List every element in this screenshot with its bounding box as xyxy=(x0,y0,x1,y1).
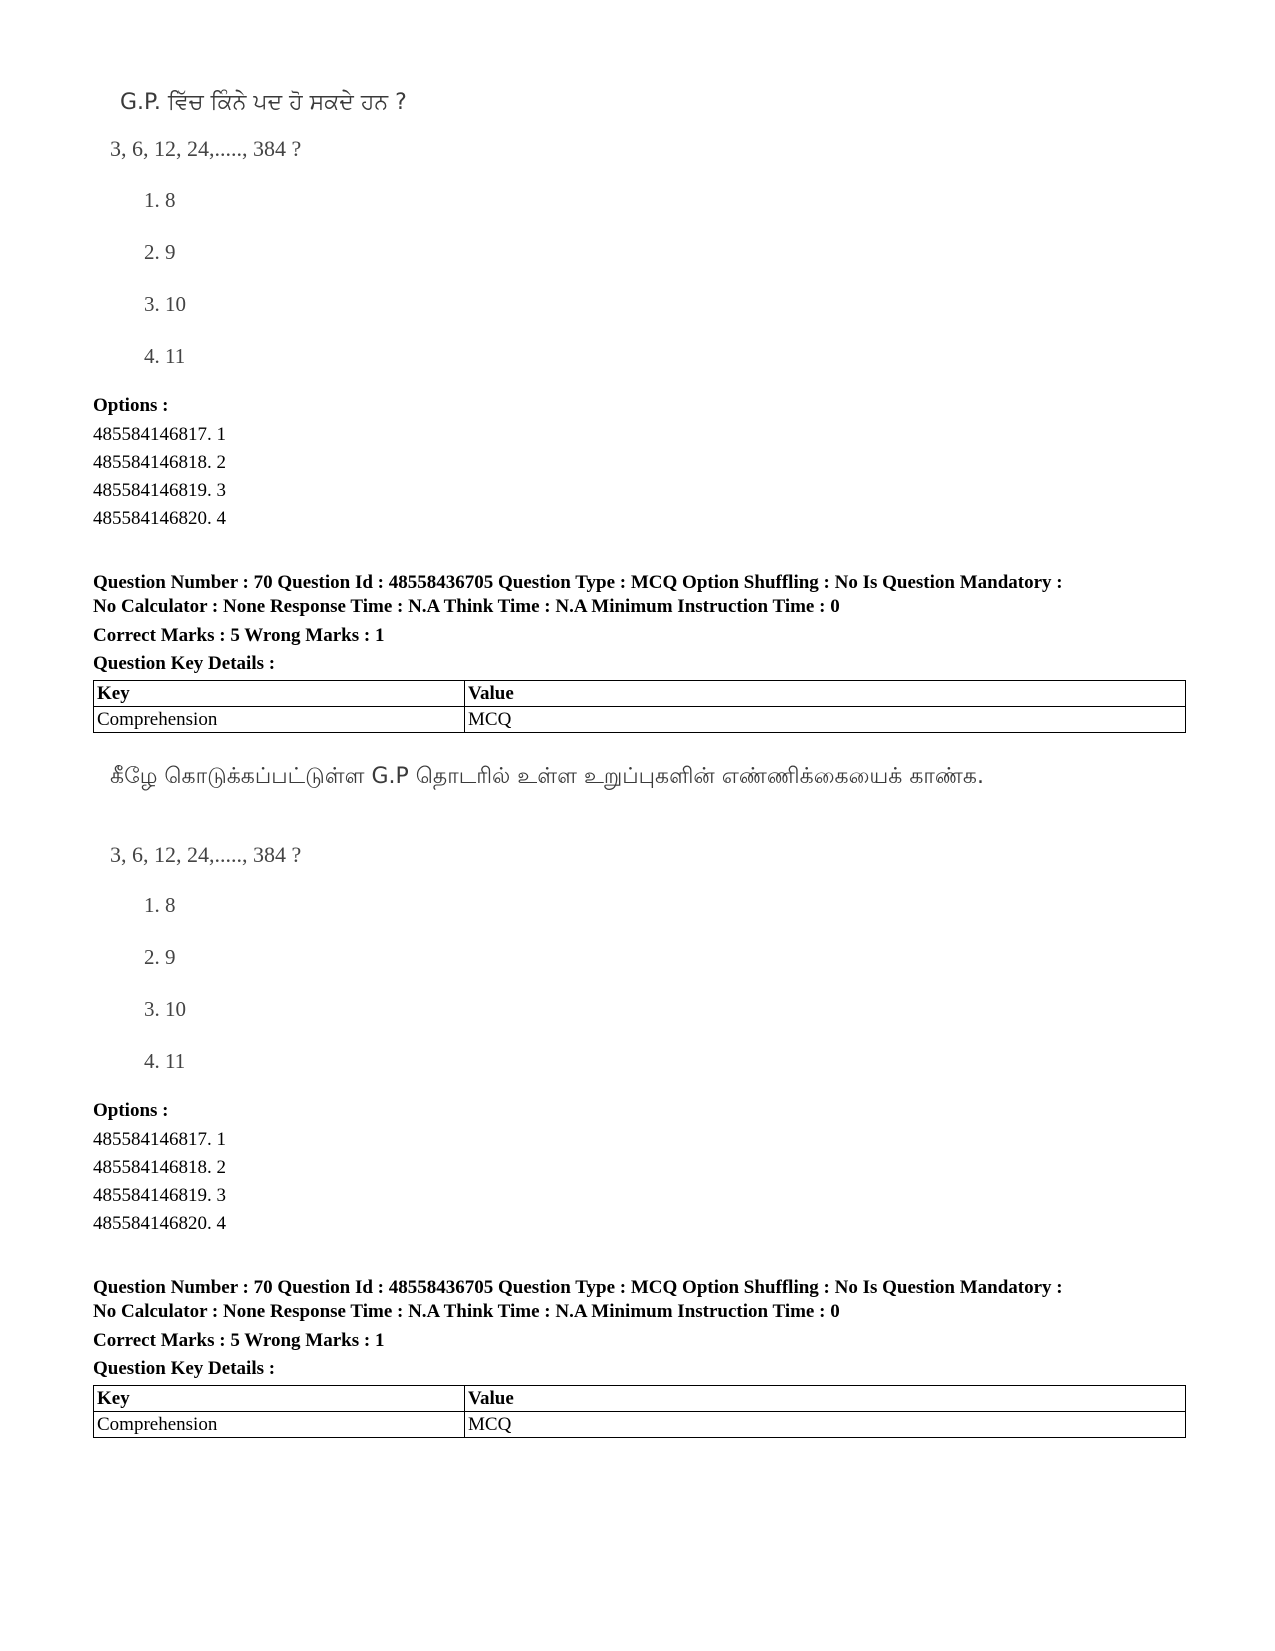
table-header-key: Key xyxy=(94,1386,465,1412)
series-text: 3, 6, 12, 24,....., 384 ? xyxy=(110,136,302,161)
question-meta xyxy=(93,571,1193,676)
question-image-tamil xyxy=(110,760,1110,794)
table-row xyxy=(94,707,1186,733)
option-line: 485584146817. 1 xyxy=(93,424,226,445)
options-label: Options : xyxy=(93,395,169,416)
option-line: 485584146819. 3 xyxy=(93,1185,226,1206)
choices-list xyxy=(110,893,1160,1093)
option-line: 485584146819. 3 xyxy=(93,480,226,501)
table-header-value: Value xyxy=(465,681,1186,707)
options-label: Options : xyxy=(93,1100,169,1121)
meta-line-2: No Calculator : None Response Time : N.A Think Time : N.A Minimum Instruction Time : 0 xyxy=(93,1301,840,1322)
options-section xyxy=(93,1099,1193,1238)
table-header-key: Key xyxy=(94,681,465,707)
key-details-table xyxy=(93,1385,1186,1438)
choices-list xyxy=(110,188,1160,388)
table-header-row xyxy=(94,681,1186,707)
key-details-label: Question Key Details : xyxy=(93,1358,276,1379)
key-details-table xyxy=(93,680,1186,733)
question-meta xyxy=(93,1276,1193,1381)
choice-1: 1. 8 xyxy=(144,893,176,917)
series-line xyxy=(110,136,1160,162)
meta-line-1: Question Number : 70 Question Id : 48558436705 Question Type : MCQ Option Shuffling : No Is Question Mandatory : xyxy=(93,572,1063,593)
question-text: கீழே கொடுக்கப்பட்டுள்ள G.P தொடரில் உள்ள உறுப்புகளின் எண்ணிக்கையைக் காண்க. xyxy=(110,764,984,789)
choice-3: 3. 10 xyxy=(144,292,186,316)
choice-2: 2. 9 xyxy=(144,240,176,264)
table-header-value: Value xyxy=(465,1386,1186,1412)
question-text: G.P. ਵਿੱਚ ਕਿੰਨੇ ਪਦ ਹੋ ਸਕਦੇ ਹਨ ? xyxy=(120,90,407,115)
table-cell-key: Comprehension xyxy=(94,1412,465,1438)
question-image-punjabi xyxy=(110,86,1160,120)
choice-3: 3. 10 xyxy=(144,997,186,1021)
options-section xyxy=(93,394,1193,533)
choice-4: 4. 11 xyxy=(144,1049,186,1073)
choice-1: 1. 8 xyxy=(144,188,176,212)
meta-line-1: Question Number : 70 Question Id : 48558436705 Question Type : MCQ Option Shuffling : No Is Question Mandatory : xyxy=(93,1277,1063,1298)
key-details-label: Question Key Details : xyxy=(93,653,276,674)
option-line: 485584146820. 4 xyxy=(93,508,226,529)
table-header-row xyxy=(94,1386,1186,1412)
choice-4: 4. 11 xyxy=(144,344,186,368)
table-cell-key: Comprehension xyxy=(94,707,465,733)
table-cell-value: MCQ xyxy=(465,707,1186,733)
meta-line-2: No Calculator : None Response Time : N.A Think Time : N.A Minimum Instruction Time : 0 xyxy=(93,596,840,617)
table-cell-value: MCQ xyxy=(465,1412,1186,1438)
option-line: 485584146818. 2 xyxy=(93,452,226,473)
option-line: 485584146820. 4 xyxy=(93,1213,226,1234)
option-line: 485584146817. 1 xyxy=(93,1129,226,1150)
series-line xyxy=(110,842,1160,868)
marks-line: Correct Marks : 5 Wrong Marks : 1 xyxy=(93,625,385,646)
option-line: 485584146818. 2 xyxy=(93,1157,226,1178)
marks-line: Correct Marks : 5 Wrong Marks : 1 xyxy=(93,1330,385,1351)
table-row xyxy=(94,1412,1186,1438)
choice-2: 2. 9 xyxy=(144,945,176,969)
series-text: 3, 6, 12, 24,....., 384 ? xyxy=(110,842,302,867)
